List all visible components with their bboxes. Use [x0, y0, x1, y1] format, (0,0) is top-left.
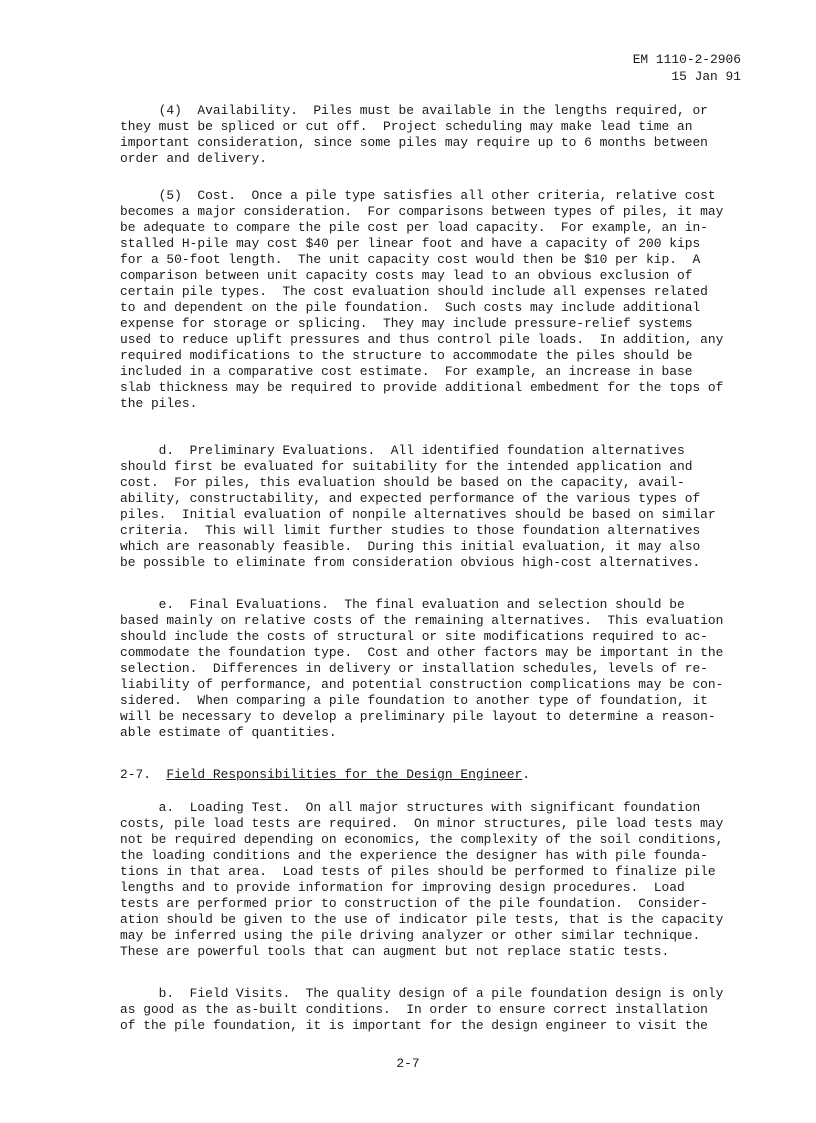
page-header	[633, 51, 741, 85]
text-line: a. Loading Test. On all major structures with significant foundation	[120, 800, 701, 815]
text-line: cost. For piles, this evaluation should be based on the capacity, avail-	[120, 475, 685, 490]
text-line: lengths and to provide information for improving design procedures. Load	[120, 880, 685, 895]
page-number: 2-7	[396, 1056, 420, 1071]
text-line: liability of performance, and potential construction complications may be con-	[120, 677, 724, 692]
text-line: slab thickness may be required to provide additional embedment for the tops of	[120, 380, 724, 395]
text-line: tions in that area. Load tests of piles should be performed to finalize pile	[120, 864, 716, 879]
text-line: based mainly on relative costs of the remaining alternatives. This evaluation	[120, 613, 724, 628]
text-line: b. Field Visits. The quality design of a pile foundation design is only	[120, 986, 724, 1001]
text-line: order and delivery.	[120, 151, 267, 166]
text-line: (5) Cost. Once a pile type satisfies all other criteria, relative cost	[120, 188, 716, 203]
text-line: of the pile foundation, it is important for the design engineer to visit the	[120, 1018, 708, 1033]
text-line: costs, pile load tests are required. On minor structures, pile load tests may	[120, 816, 724, 831]
text-line: commodate the foundation type. Cost and other factors may be important in the	[120, 645, 724, 660]
text-line: (4) Availability. Piles must be available in the lengths required, or	[120, 103, 708, 118]
text-line: should include the costs of structural or site modifications required to ac-	[120, 629, 708, 644]
text-line: comparison between unit capacity costs may lead to an obvious exclusion of	[120, 268, 693, 283]
text-line: sidered. When comparing a pile foundation to another type of foundation, it	[120, 693, 708, 708]
text-line: which are reasonably feasible. During this initial evaluation, it may also	[120, 539, 701, 554]
text-line: should first be evaluated for suitability for the intended application and	[120, 459, 693, 474]
text-line: as good as the as-built conditions. In order to ensure correct installation	[120, 1002, 708, 1017]
section-heading	[120, 767, 530, 783]
text-line: required modifications to the structure to accommodate the piles should be	[120, 348, 693, 363]
text-line: used to reduce uplift pressures and thus control pile loads. In addition, any	[120, 332, 724, 347]
text-line: expense for storage or splicing. They may include pressure-relief systems	[120, 316, 693, 331]
text-line: becomes a major consideration. For comparisons between types of piles, it may	[120, 204, 724, 219]
text-line: ation should be given to the use of indicator pile tests, that is the capacity	[120, 912, 724, 927]
section-number: 2-7.	[120, 767, 167, 782]
text-line: tests are performed prior to construction of the pile foundation. Consider-	[120, 896, 708, 911]
section-title: Field Responsibilities for the Design Engineer	[166, 767, 523, 782]
text-line: will be necessary to develop a preliminary pile layout to determine a reason-	[120, 709, 716, 724]
doc-date: 15 Jan 91	[671, 69, 741, 84]
text-line: able estimate of quantities.	[120, 725, 337, 740]
text-line: d. Preliminary Evaluations. All identified foundation alternatives	[120, 443, 685, 458]
text-line: not be required depending on economics, the complexity of the soil conditions,	[120, 832, 724, 847]
text-line: may be inferred using the pile driving analyzer or other similar technique.	[120, 928, 701, 943]
text-line: selection. Differences in delivery or installation schedules, levels of re-	[120, 661, 708, 676]
text-line: e. Final Evaluations. The final evaluation and selection should be	[120, 597, 685, 612]
text-line: stalled H-pile may cost $40 per linear foot and have a capacity of 200 kips	[120, 236, 701, 251]
text-line: criteria. This will limit further studies to those foundation alternatives	[120, 523, 701, 538]
text-line: they must be spliced or cut off. Project scheduling may make lead time an	[120, 119, 693, 134]
text-line: certain pile types. The cost evaluation should include all expenses related	[120, 284, 708, 299]
text-line: be possible to eliminate from consideration obvious high-cost alternatives.	[120, 555, 701, 570]
text-line: included in a comparative cost estimate. For example, an increase in base	[120, 364, 693, 379]
text-line: the piles.	[120, 396, 198, 411]
doc-number: EM 1110-2-2906	[632, 52, 741, 67]
text-line: piles. Initial evaluation of nonpile alternatives should be based on similar	[120, 507, 716, 522]
text-line: to and dependent on the pile foundation. Such costs may include additional	[120, 300, 701, 315]
text-line: be adequate to compare the pile cost per load capacity. For example, an in-	[120, 220, 708, 235]
text-line: the loading conditions and the experience the designer has with pile founda-	[120, 848, 708, 863]
text-line: important consideration, since some piles may require up to 6 months between	[120, 135, 708, 150]
text-line: ability, constructability, and expected performance of the various types of	[120, 491, 701, 506]
section-title-period: .	[522, 767, 531, 782]
text-line: These are powerful tools that can augment but not replace static tests.	[120, 944, 670, 959]
text-line: for a 50-foot length. The unit capacity cost would then be $10 per kip. A	[120, 252, 701, 267]
